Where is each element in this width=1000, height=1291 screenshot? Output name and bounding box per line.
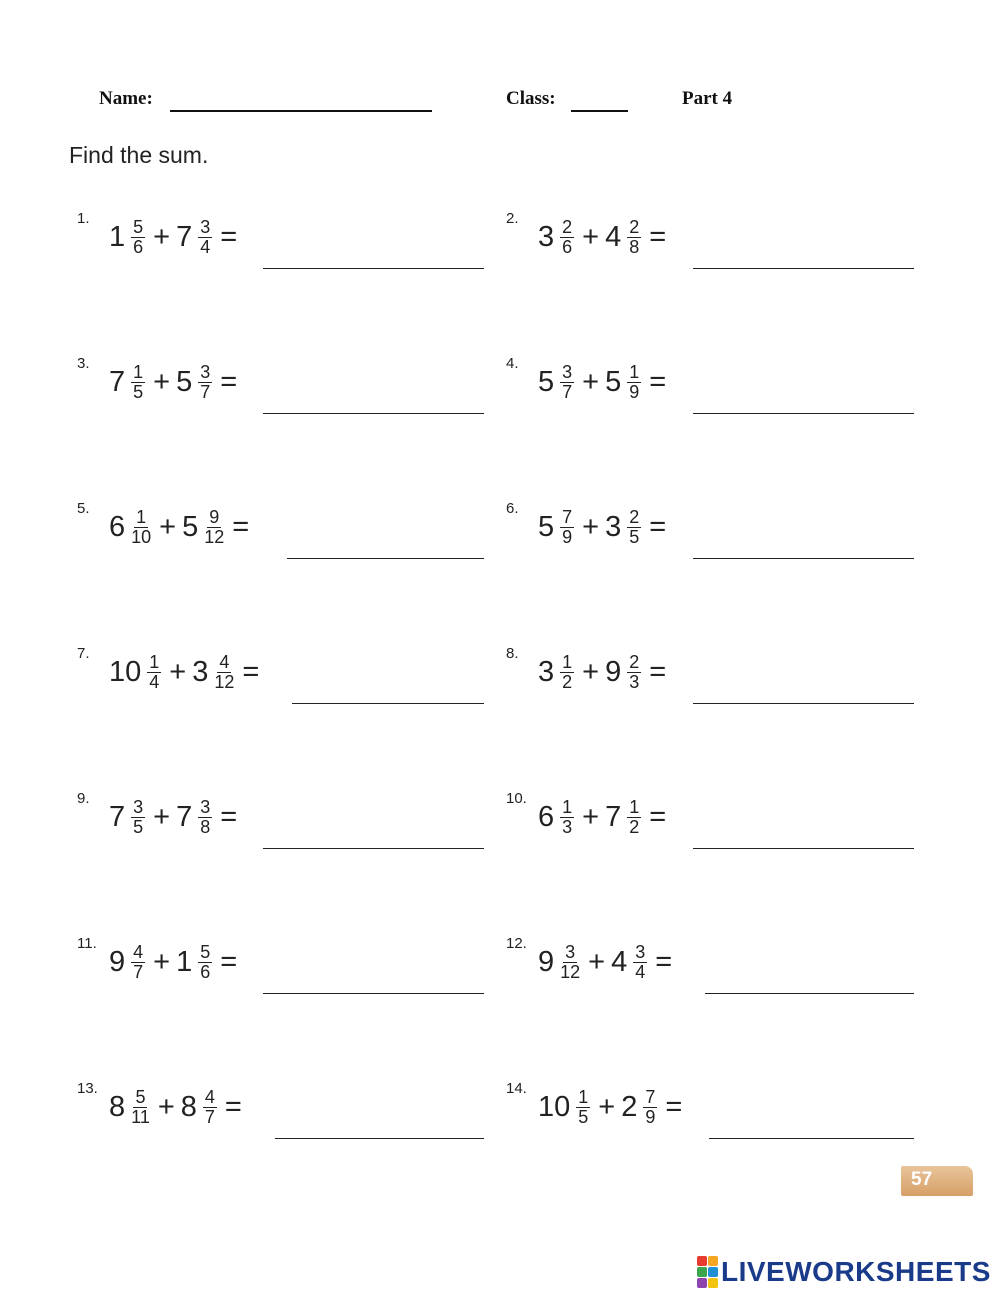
numerator: 7 [645, 1087, 656, 1107]
plus-sign: + [582, 656, 600, 688]
numerator: 3 [200, 797, 211, 817]
numerator: 2 [629, 652, 640, 672]
denominator: 12 [214, 672, 235, 692]
logo-square [708, 1256, 718, 1266]
problem-number: 4. [506, 355, 519, 372]
equals-sign: = [220, 366, 238, 398]
plus-sign: + [153, 221, 171, 253]
whole-number: 5 [176, 366, 193, 398]
whole-number: 8 [109, 1091, 126, 1123]
problem-number: 8. [506, 645, 519, 662]
fraction [627, 363, 641, 402]
numerator: 4 [204, 1087, 215, 1107]
name-blank[interactable] [170, 110, 432, 112]
mixed-number-expression [538, 798, 672, 837]
whole-number: 7 [605, 801, 622, 833]
answer-line[interactable] [263, 848, 484, 849]
page-number-badge [901, 1166, 973, 1196]
equals-sign: = [649, 221, 667, 253]
logo-square [697, 1267, 707, 1277]
numerator: 3 [562, 362, 573, 382]
problem-6 [506, 500, 926, 580]
answer-line[interactable] [709, 1138, 914, 1139]
mixed-number-expression [109, 798, 243, 837]
denominator: 7 [562, 382, 573, 402]
whole-number: 5 [538, 511, 555, 543]
fraction [627, 218, 641, 257]
fraction [643, 1088, 657, 1127]
whole-number: 9 [538, 946, 555, 978]
equals-sign: = [665, 1091, 683, 1123]
numerator: 5 [135, 1087, 146, 1107]
plus-sign: + [588, 946, 606, 978]
whole-number: 4 [611, 946, 628, 978]
fraction [560, 363, 574, 402]
numerator: 4 [133, 942, 144, 962]
whole-number: 1 [109, 221, 126, 253]
whole-number: 5 [538, 366, 555, 398]
problem-number: 1. [77, 210, 90, 227]
denominator: 6 [200, 962, 211, 982]
whole-number: 3 [605, 511, 622, 543]
fraction [131, 363, 145, 402]
problem-number: 12. [506, 935, 527, 952]
answer-line[interactable] [705, 993, 914, 994]
problem-number: 11. [77, 935, 97, 952]
fraction [627, 508, 641, 547]
fraction [560, 218, 574, 257]
equals-sign: = [655, 946, 673, 978]
answer-line[interactable] [275, 1138, 484, 1139]
denominator: 9 [645, 1107, 656, 1127]
numerator: 9 [209, 507, 220, 527]
whole-number: 7 [176, 801, 193, 833]
numerator: 3 [635, 942, 646, 962]
fraction [214, 653, 234, 692]
problem-7 [77, 645, 497, 725]
problem-number: 6. [506, 500, 519, 517]
instruction: Find the sum. [69, 142, 209, 168]
numerator: 4 [219, 652, 230, 672]
equals-sign: = [232, 511, 250, 543]
plus-sign: + [582, 801, 600, 833]
plus-sign: + [169, 656, 187, 688]
denominator: 3 [562, 817, 573, 837]
whole-number: 7 [176, 221, 193, 253]
denominator: 5 [578, 1107, 589, 1127]
whole-number: 3 [538, 656, 555, 688]
problem-10 [506, 790, 926, 870]
numerator: 1 [149, 652, 160, 672]
equals-sign: = [220, 801, 238, 833]
equals-sign: = [649, 801, 667, 833]
fraction [131, 798, 145, 837]
equals-sign: = [224, 1091, 242, 1123]
denominator: 4 [635, 962, 646, 982]
fraction [198, 943, 212, 982]
answer-line[interactable] [693, 268, 914, 269]
denominator: 4 [149, 672, 160, 692]
whole-number: 3 [192, 656, 209, 688]
numerator: 3 [133, 797, 144, 817]
whole-number: 6 [109, 511, 126, 543]
numerator: 1 [136, 507, 147, 527]
denominator: 6 [133, 237, 144, 257]
fraction [198, 798, 212, 837]
problem-number: 7. [77, 645, 90, 662]
name-label: Name: [99, 88, 153, 109]
mixed-number-expression [109, 363, 243, 402]
mixed-number-expression [538, 1088, 688, 1127]
problem-8 [506, 645, 926, 725]
part-label: Part 4 [682, 88, 733, 109]
fraction [131, 1088, 150, 1127]
problem-number: 9. [77, 790, 90, 807]
logo-text: LIVEWORKSHEETS [721, 1256, 991, 1287]
plus-sign: + [582, 511, 600, 543]
equals-sign: = [220, 221, 238, 253]
class-blank[interactable] [571, 110, 628, 112]
fraction [204, 508, 224, 547]
logo-square [697, 1278, 707, 1288]
fraction [560, 798, 574, 837]
fraction [131, 508, 151, 547]
equals-sign: = [242, 656, 260, 688]
answer-line[interactable] [287, 558, 484, 559]
problem-12 [506, 935, 926, 1015]
whole-number: 9 [605, 656, 622, 688]
whole-number: 5 [605, 366, 622, 398]
problem-number: 5. [77, 500, 90, 517]
logo-icon [697, 1256, 718, 1288]
logo-square [708, 1267, 718, 1277]
numerator: 7 [562, 507, 573, 527]
fraction [131, 943, 145, 982]
answer-line[interactable] [693, 848, 914, 849]
logo-square [708, 1278, 718, 1288]
denominator: 8 [200, 817, 211, 837]
plus-sign: + [582, 366, 600, 398]
plus-sign: + [157, 1091, 175, 1123]
numerator: 5 [133, 217, 144, 237]
mixed-number-expression [538, 943, 678, 982]
plus-sign: + [153, 801, 171, 833]
fraction [198, 363, 212, 402]
problem-11 [77, 935, 497, 1015]
denominator: 2 [562, 672, 573, 692]
fraction [198, 218, 212, 257]
problem-5 [77, 500, 497, 580]
problem-number: 14. [506, 1080, 527, 1097]
mixed-number-expression [538, 653, 672, 692]
denominator: 7 [200, 382, 211, 402]
answer-line[interactable] [292, 703, 484, 704]
plus-sign: + [153, 366, 171, 398]
plus-sign: + [159, 511, 177, 543]
equals-sign: = [649, 511, 667, 543]
equals-sign: = [649, 656, 667, 688]
numerator: 5 [200, 942, 211, 962]
numerator: 1 [562, 797, 573, 817]
problem-4 [506, 355, 926, 435]
mixed-number-expression [538, 508, 672, 547]
mixed-number-expression [538, 363, 672, 402]
denominator: 11 [131, 1107, 150, 1127]
problem-number: 10. [506, 790, 527, 807]
numerator: 2 [562, 217, 573, 237]
fraction [627, 653, 641, 692]
plus-sign: + [582, 221, 600, 253]
numerator: 3 [200, 362, 211, 382]
denominator: 10 [131, 527, 152, 547]
numerator: 3 [200, 217, 211, 237]
liveworksheets-logo [697, 1256, 991, 1288]
numerator: 1 [562, 652, 573, 672]
problem-number: 13. [77, 1080, 98, 1097]
whole-number: 2 [621, 1091, 638, 1123]
mixed-number-expression [109, 508, 255, 547]
fraction [633, 943, 647, 982]
problem-13 [77, 1080, 497, 1160]
denominator: 4 [200, 237, 211, 257]
denominator: 2 [629, 817, 640, 837]
denominator: 7 [133, 962, 144, 982]
problem-14 [506, 1080, 926, 1160]
whole-number: 7 [109, 801, 126, 833]
numerator: 1 [133, 362, 144, 382]
denominator: 12 [560, 962, 581, 982]
fraction [203, 1088, 217, 1127]
numerator: 1 [629, 362, 640, 382]
denominator: 9 [562, 527, 573, 547]
numerator: 2 [629, 217, 640, 237]
problem-3 [77, 355, 497, 435]
fraction [131, 218, 145, 257]
fraction [576, 1088, 590, 1127]
denominator: 8 [629, 237, 640, 257]
whole-number: 5 [182, 511, 199, 543]
whole-number: 10 [109, 656, 142, 688]
equals-sign: = [649, 366, 667, 398]
problem-1 [77, 210, 497, 290]
plus-sign: + [153, 946, 171, 978]
denominator: 5 [629, 527, 640, 547]
answer-line[interactable] [693, 558, 914, 559]
fraction [560, 508, 574, 547]
answer-line[interactable] [693, 703, 914, 704]
answer-line[interactable] [263, 413, 484, 414]
denominator: 7 [204, 1107, 215, 1127]
whole-number: 6 [538, 801, 555, 833]
denominator: 5 [133, 817, 144, 837]
numerator: 1 [629, 797, 640, 817]
answer-line[interactable] [263, 268, 484, 269]
fraction [560, 943, 580, 982]
class-label: Class: [506, 88, 556, 109]
mixed-number-expression [109, 653, 265, 692]
problem-number: 3. [77, 355, 90, 372]
mixed-number-expression [109, 1088, 248, 1127]
fraction [147, 653, 161, 692]
mixed-number-expression [538, 218, 672, 257]
numerator: 1 [578, 1087, 589, 1107]
problem-number: 2. [506, 210, 519, 227]
denominator: 5 [133, 382, 144, 402]
whole-number: 8 [180, 1091, 197, 1123]
denominator: 9 [629, 382, 640, 402]
whole-number: 1 [176, 946, 193, 978]
fraction [560, 653, 574, 692]
logo-square [697, 1256, 707, 1266]
answer-line[interactable] [263, 993, 484, 994]
answer-line[interactable] [693, 413, 914, 414]
whole-number: 4 [605, 221, 622, 253]
numerator: 2 [629, 507, 640, 527]
whole-number: 7 [109, 366, 126, 398]
problem-2 [506, 210, 926, 290]
equals-sign: = [220, 946, 238, 978]
whole-number: 3 [538, 221, 555, 253]
denominator: 3 [629, 672, 640, 692]
denominator: 6 [562, 237, 573, 257]
whole-number: 10 [538, 1091, 571, 1123]
denominator: 12 [204, 527, 225, 547]
numerator: 3 [565, 942, 576, 962]
mixed-number-expression [109, 218, 243, 257]
problem-9 [77, 790, 497, 870]
page-number: 57 [911, 1169, 933, 1190]
fraction [627, 798, 641, 837]
mixed-number-expression [109, 943, 243, 982]
whole-number: 9 [109, 946, 126, 978]
plus-sign: + [598, 1091, 616, 1123]
